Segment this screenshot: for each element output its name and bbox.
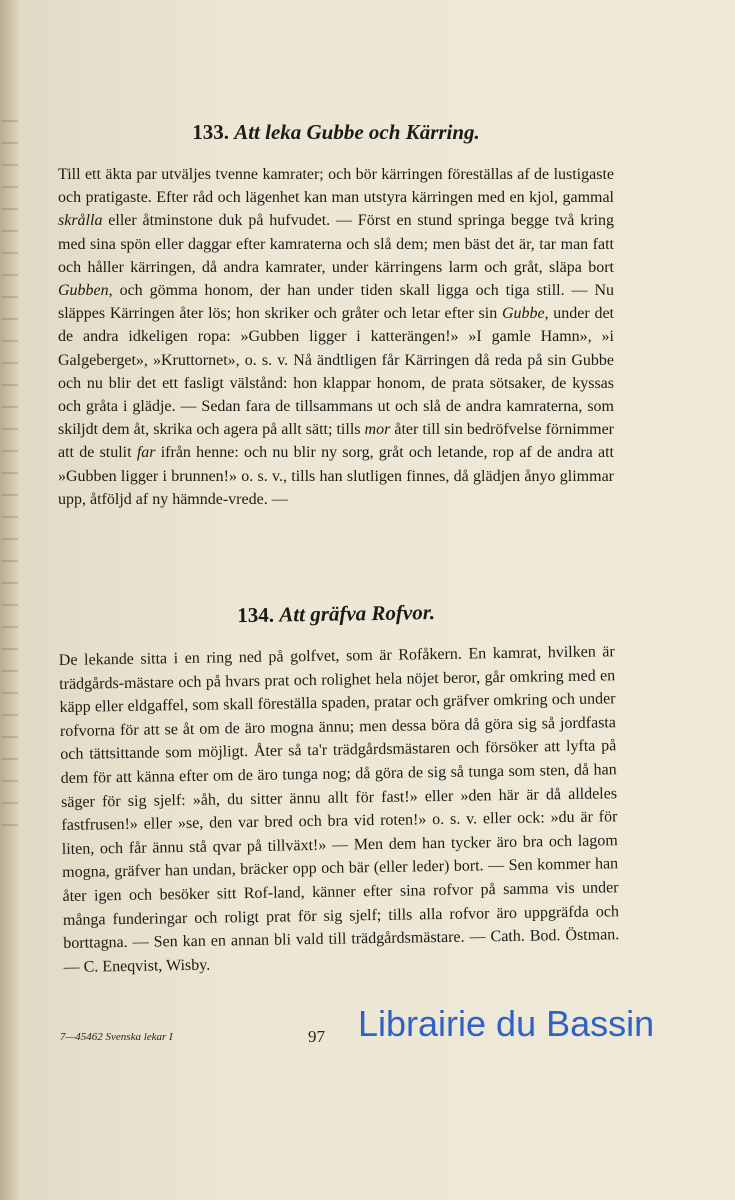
italic-word: Gubben xyxy=(58,282,109,300)
section-133-text xyxy=(58,163,614,511)
section-134-text: De lekande sitta i en ring ned på golfvet, som är Rofåkern. En kamrat, hvilken är trädgårds-mästare och på hvars prat och rolighet hela nöjet beror, går omkring med en käpp eller eldgaffel, som skall föreställa spaden, pratar och gräfver omkring och under rofvorna för att se åt om de äro mogna ännu; men dessa böra då göra sig så jordfasta och tättsittande som möjligt. Åter så ta'r trädgårdsmästaren och försöker att lyfta på dem för att känna efter om de äro tunga nog; då göra de sig så tunga som sten, då han säger för sig sjelf: »åh, du sitter ännu allt för fast!» eller »den här är då alldeles fastfrusen!» eller »se, den var bred och bra vid roten!» o. s. v. eller ock: »du är för liten, och får ännu stå qvar på tillväxt!» — Men dem han tycker äro bra och lagom mogna, gräfver han undan, bräcker opp och bär (eller leder) bort. — Sen kommer han åter igen och besöker sitt Rof-land, känner efter sina rofvor på samma vis under många funderingar och roligt prat för sig sjelf; tills alla rofvor äro uppgräfda och borttagna. — Sen kan en annan bli vald till trädgårdsmästare. — Cath. Bod. Östman. — C. Eneqvist, Wisby. xyxy=(58,643,620,976)
text-run: åter till sin bedröfvelse förnimmer att de stulit xyxy=(58,421,615,462)
section-134-heading xyxy=(58,597,614,631)
text-run: , och gömma honom, der han under tiden skall ligga och tiga still. — Nu släppes Kärringen åter lös; hon skriker och gråter och letar efter sin xyxy=(58,282,614,323)
section-133-number: 133. xyxy=(192,120,229,144)
section-133-title: Att leka Gubbe och Kärring. xyxy=(234,120,480,144)
section-133-heading xyxy=(58,120,614,145)
section-133 xyxy=(58,120,614,511)
italic-word: far xyxy=(136,444,156,462)
italic-word: skrålla xyxy=(58,212,103,230)
text-run: Till ett äkta par utväljes tvenne kamrater; och bör kärringen föreställas af de lustigaste och pratigaste. Efter råd och lägenhet kan man utstyra kärringen med en kjol, gammal xyxy=(58,166,614,207)
italic-word: mor xyxy=(364,421,391,439)
page-number: 97 xyxy=(308,1027,325,1046)
section-134 xyxy=(58,597,620,979)
text-run: eller åtminstone duk på hufvudet. — Först en stund springa begge två kring med sina spön eller daggar efter kamraterna och slå dem; men bäst det är, tar man fatt och håller kärringen, då andra kamrater, under kärringens larm och gråt, släpa bort xyxy=(58,212,614,276)
section-134-number: 134. xyxy=(237,602,275,628)
text-run: ifrån henne: och nu blir ny sorg, gråt och letande, rop af de andra att »Gubben ligger i brunnen!» o. s. v., tills han slutligen finnes, då glädjen ånyo glimmar upp, åtföljd af ny hämnde-vrede. — xyxy=(58,444,614,508)
italic-word: Gubbe xyxy=(501,305,545,323)
section-134-title: Att gräfva Rofvor. xyxy=(279,600,436,627)
watermark-text: Librairie du Bassin xyxy=(358,1003,655,1044)
text-run: , under det de andra idkeligen ropa: »Gubben ligger i katterängen!» »I gamle Hamn», »i Galgeberget», »Kruttornet», o. s. v. Nå ändtligen får Kärringen då reda på sin Gubbe och nu blir det ett fasligt välstånd: hon klappar honom, de prata sötsaker, de kyssas och gråta i glädje. — Sedan fara de tillsammans ut och slå de andra kamraterna, som skiljdt dem åt, skrika och agera på allt sätt; tills xyxy=(58,305,614,439)
book-gutter xyxy=(0,0,22,1200)
facing-page-edge xyxy=(2,110,18,830)
printer-signature: 7—45462 Svenska lekar I xyxy=(60,1031,173,1043)
